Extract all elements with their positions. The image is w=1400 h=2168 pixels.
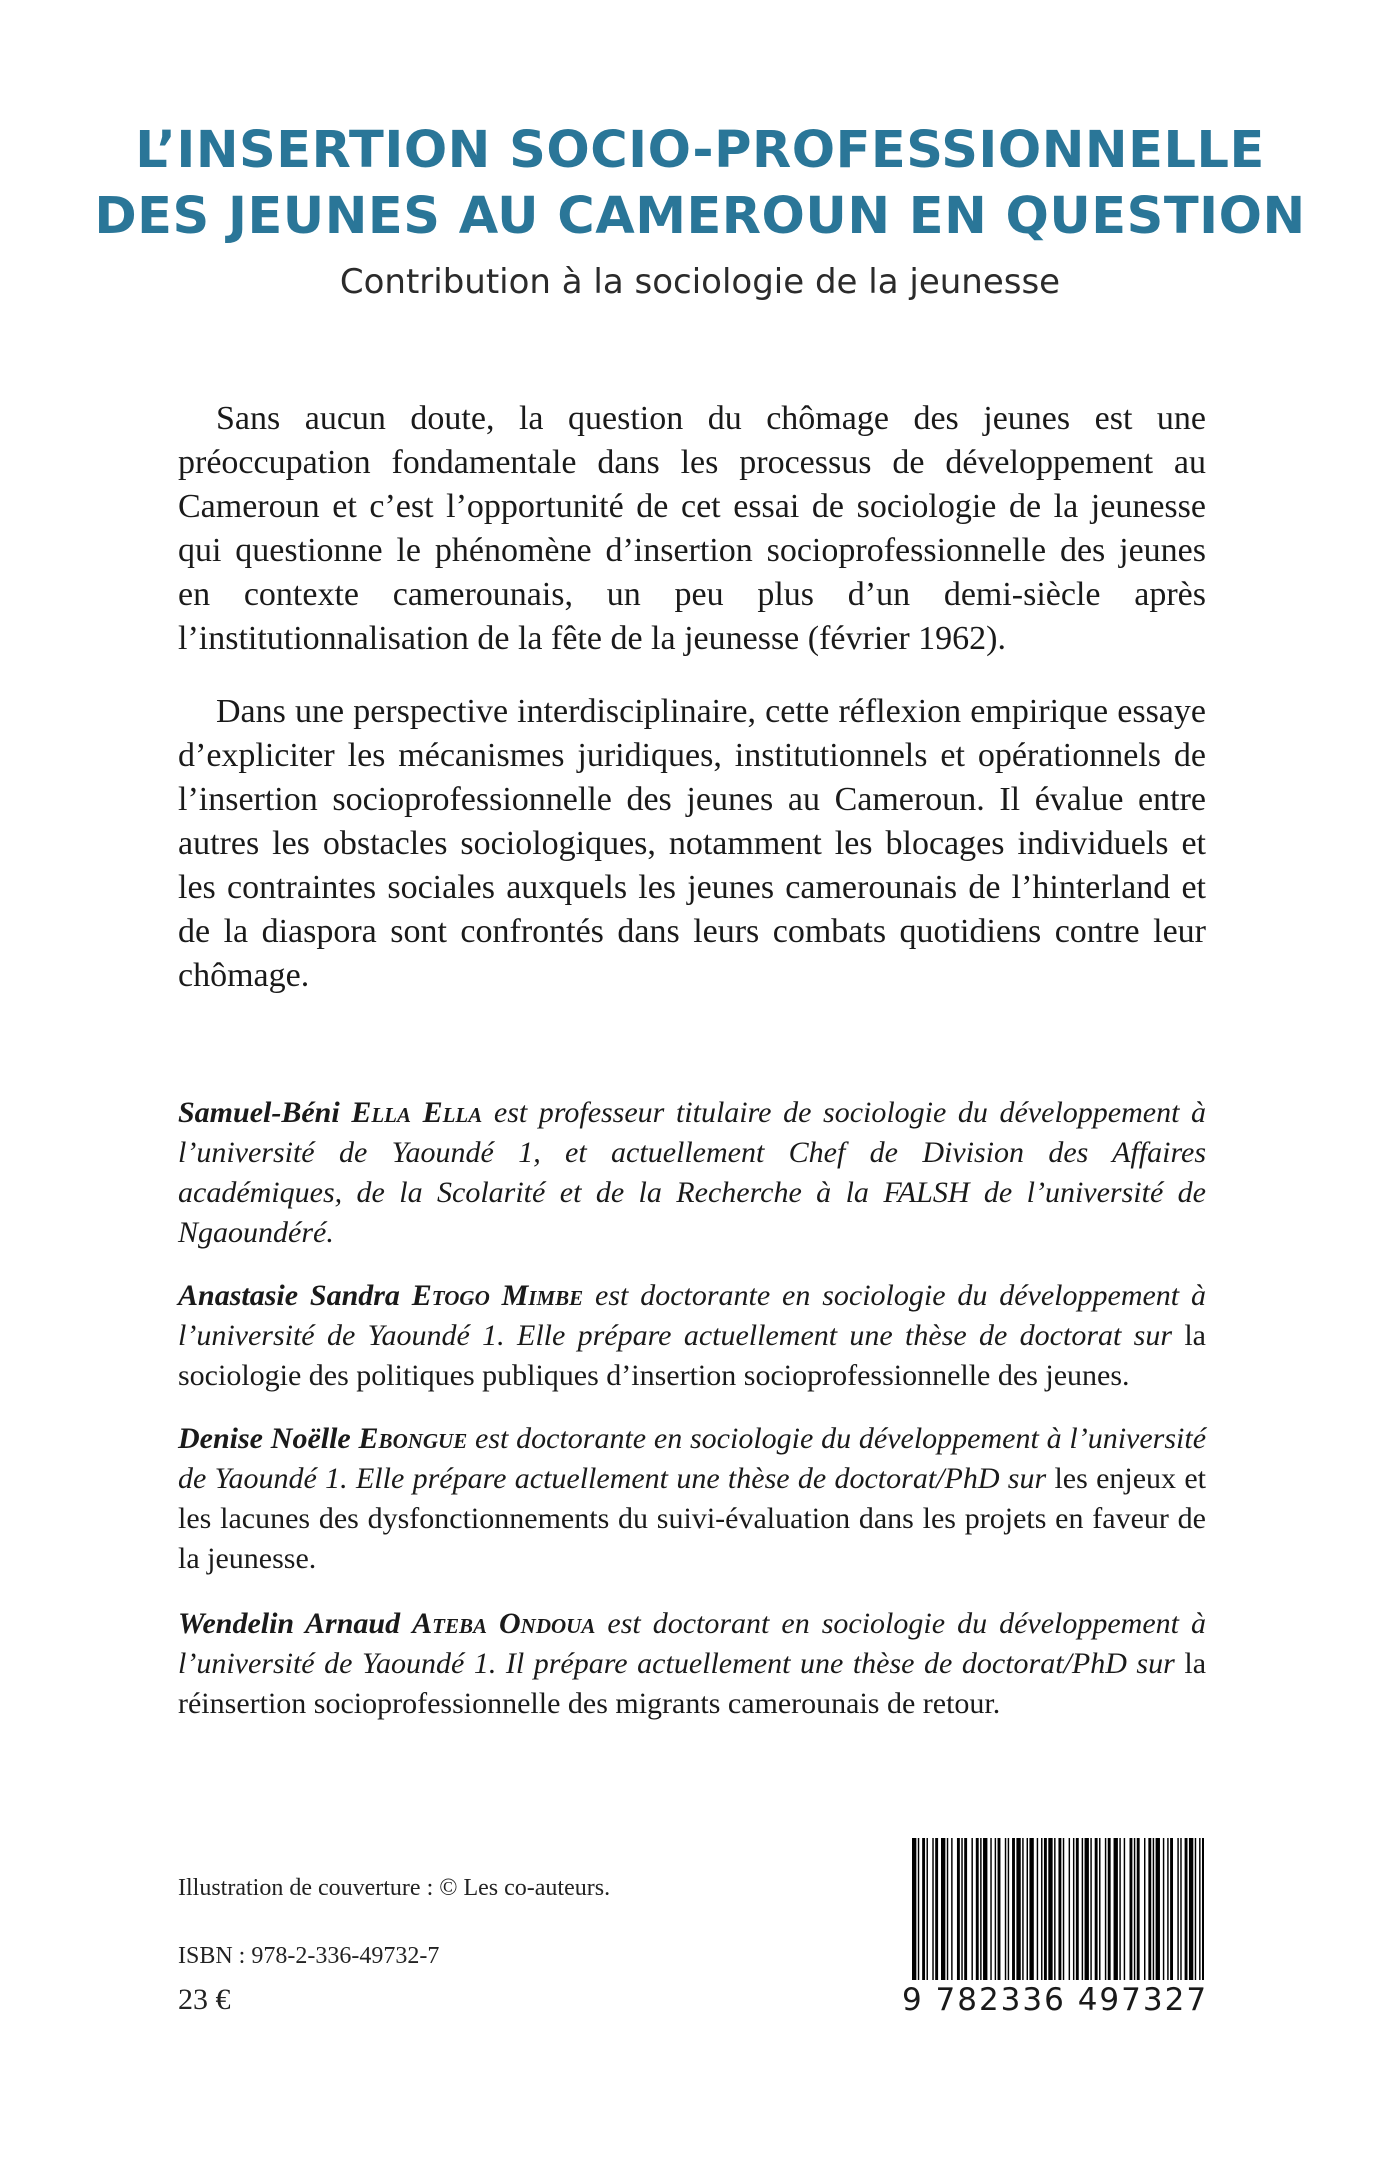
- isbn: ISBN : 978-2-336-49732-7: [178, 1943, 440, 1969]
- author-first-name: Wendelin Arnaud: [178, 1607, 401, 1640]
- author-bio-4: [178, 1604, 1206, 1724]
- author-last-name: Ebongue: [358, 1422, 468, 1455]
- author-bio-subject: les enjeux et les lacunes des dysfonctionnements du suivi-évaluation dans les projets en faveur de la jeunesse.: [178, 1462, 1206, 1575]
- author-bio-subject: la sociologie des politiques publiques d’insertion socioprofessionnelle des jeunes.: [178, 1319, 1206, 1392]
- author-last-name: Etogo Mimbe: [411, 1279, 584, 1312]
- cover-credit: Illustration de couverture : © Les co-auteurs.: [178, 1875, 611, 1901]
- author-bio-text: est doctorant en sociologie du développement à l’université de Yaoundé 1. Il prépare actuellement une thèse de doctorat/PhD sur: [178, 1607, 1207, 1680]
- author-bio-1: [178, 1093, 1206, 1253]
- price: 23 €: [178, 1983, 231, 2016]
- author-bio-text: est doctorante en sociologie du développement à l’université de Yaoundé 1. Elle prépare actuellement une thèse de doctorat/PhD sur: [178, 1422, 1207, 1495]
- barcode-digits: 9 782336 497327: [901, 1982, 1209, 2018]
- book-title: [0, 118, 1400, 250]
- author-bio-text: est doctorante en sociologie du développement à l’université de Yaoundé 1. Elle prépare actuellement une thèse de doctorat sur: [178, 1279, 1207, 1352]
- summary-paragraph-2: Dans une perspective interdisciplinaire, cette réflexion empirique essaye d’expliciter les mécanismes juridiques, institutionnels et opérationnels de l’insertion socioprofessionnelle des jeunes au Cameroun. Il évalue entre autres les obstacles sociologiques, notamment les blocages individuels et les contraintes sociales auxquels les jeunes camerounais de l’hinterland et de la diaspora sont confrontés dans leurs combats quotidiens contre leur chômage.: [178, 693, 1206, 994]
- author-bio-3: [178, 1419, 1206, 1579]
- author-last-name: Ella Ella: [351, 1096, 483, 1129]
- author-first-name: Samuel-Béni: [178, 1096, 340, 1129]
- author-first-name: Anastasie Sandra: [178, 1279, 400, 1312]
- author-bio-text: est professeur titulaire de sociologie du développement à l’université de Yaoundé 1, et actuellement Chef de Division des Affaires académiques, de la Scolarité et de la Recherche à la FALSH de l’université de Ngaoundéré.: [178, 1096, 1207, 1249]
- author-bio-2: [178, 1276, 1206, 1396]
- author-bio-subject: la réinsertion socioprofessionnelle des migrants camerounais de retour.: [178, 1647, 1207, 1720]
- book-title-line-2: DES JEUNES AU CAMEROUN EN QUESTION: [94, 187, 1306, 246]
- summary-paragraph-1: Sans aucun doute, la question du chômage des jeunes est une préoccupation fondamentale dans les processus de développement au Cameroun et c’est l’opportunité de cet essai de sociologie de la jeunesse qui questionne le phénomène d’insertion socioprofessionnelle des jeunes en contexte camerounais, un peu plus d’un demi-siècle après l’institutionnalisation de la fête de la jeunesse (février 1962).: [178, 400, 1206, 657]
- book-subtitle: Contribution à la sociologie de la jeunesse: [339, 262, 1061, 302]
- author-last-name: Ateba Ondoua: [412, 1607, 596, 1640]
- book-title-line-1: L’INSERTION SOCIO-PROFESSIONNELLE: [135, 121, 1265, 180]
- author-first-name: Denise Noëlle: [178, 1422, 351, 1455]
